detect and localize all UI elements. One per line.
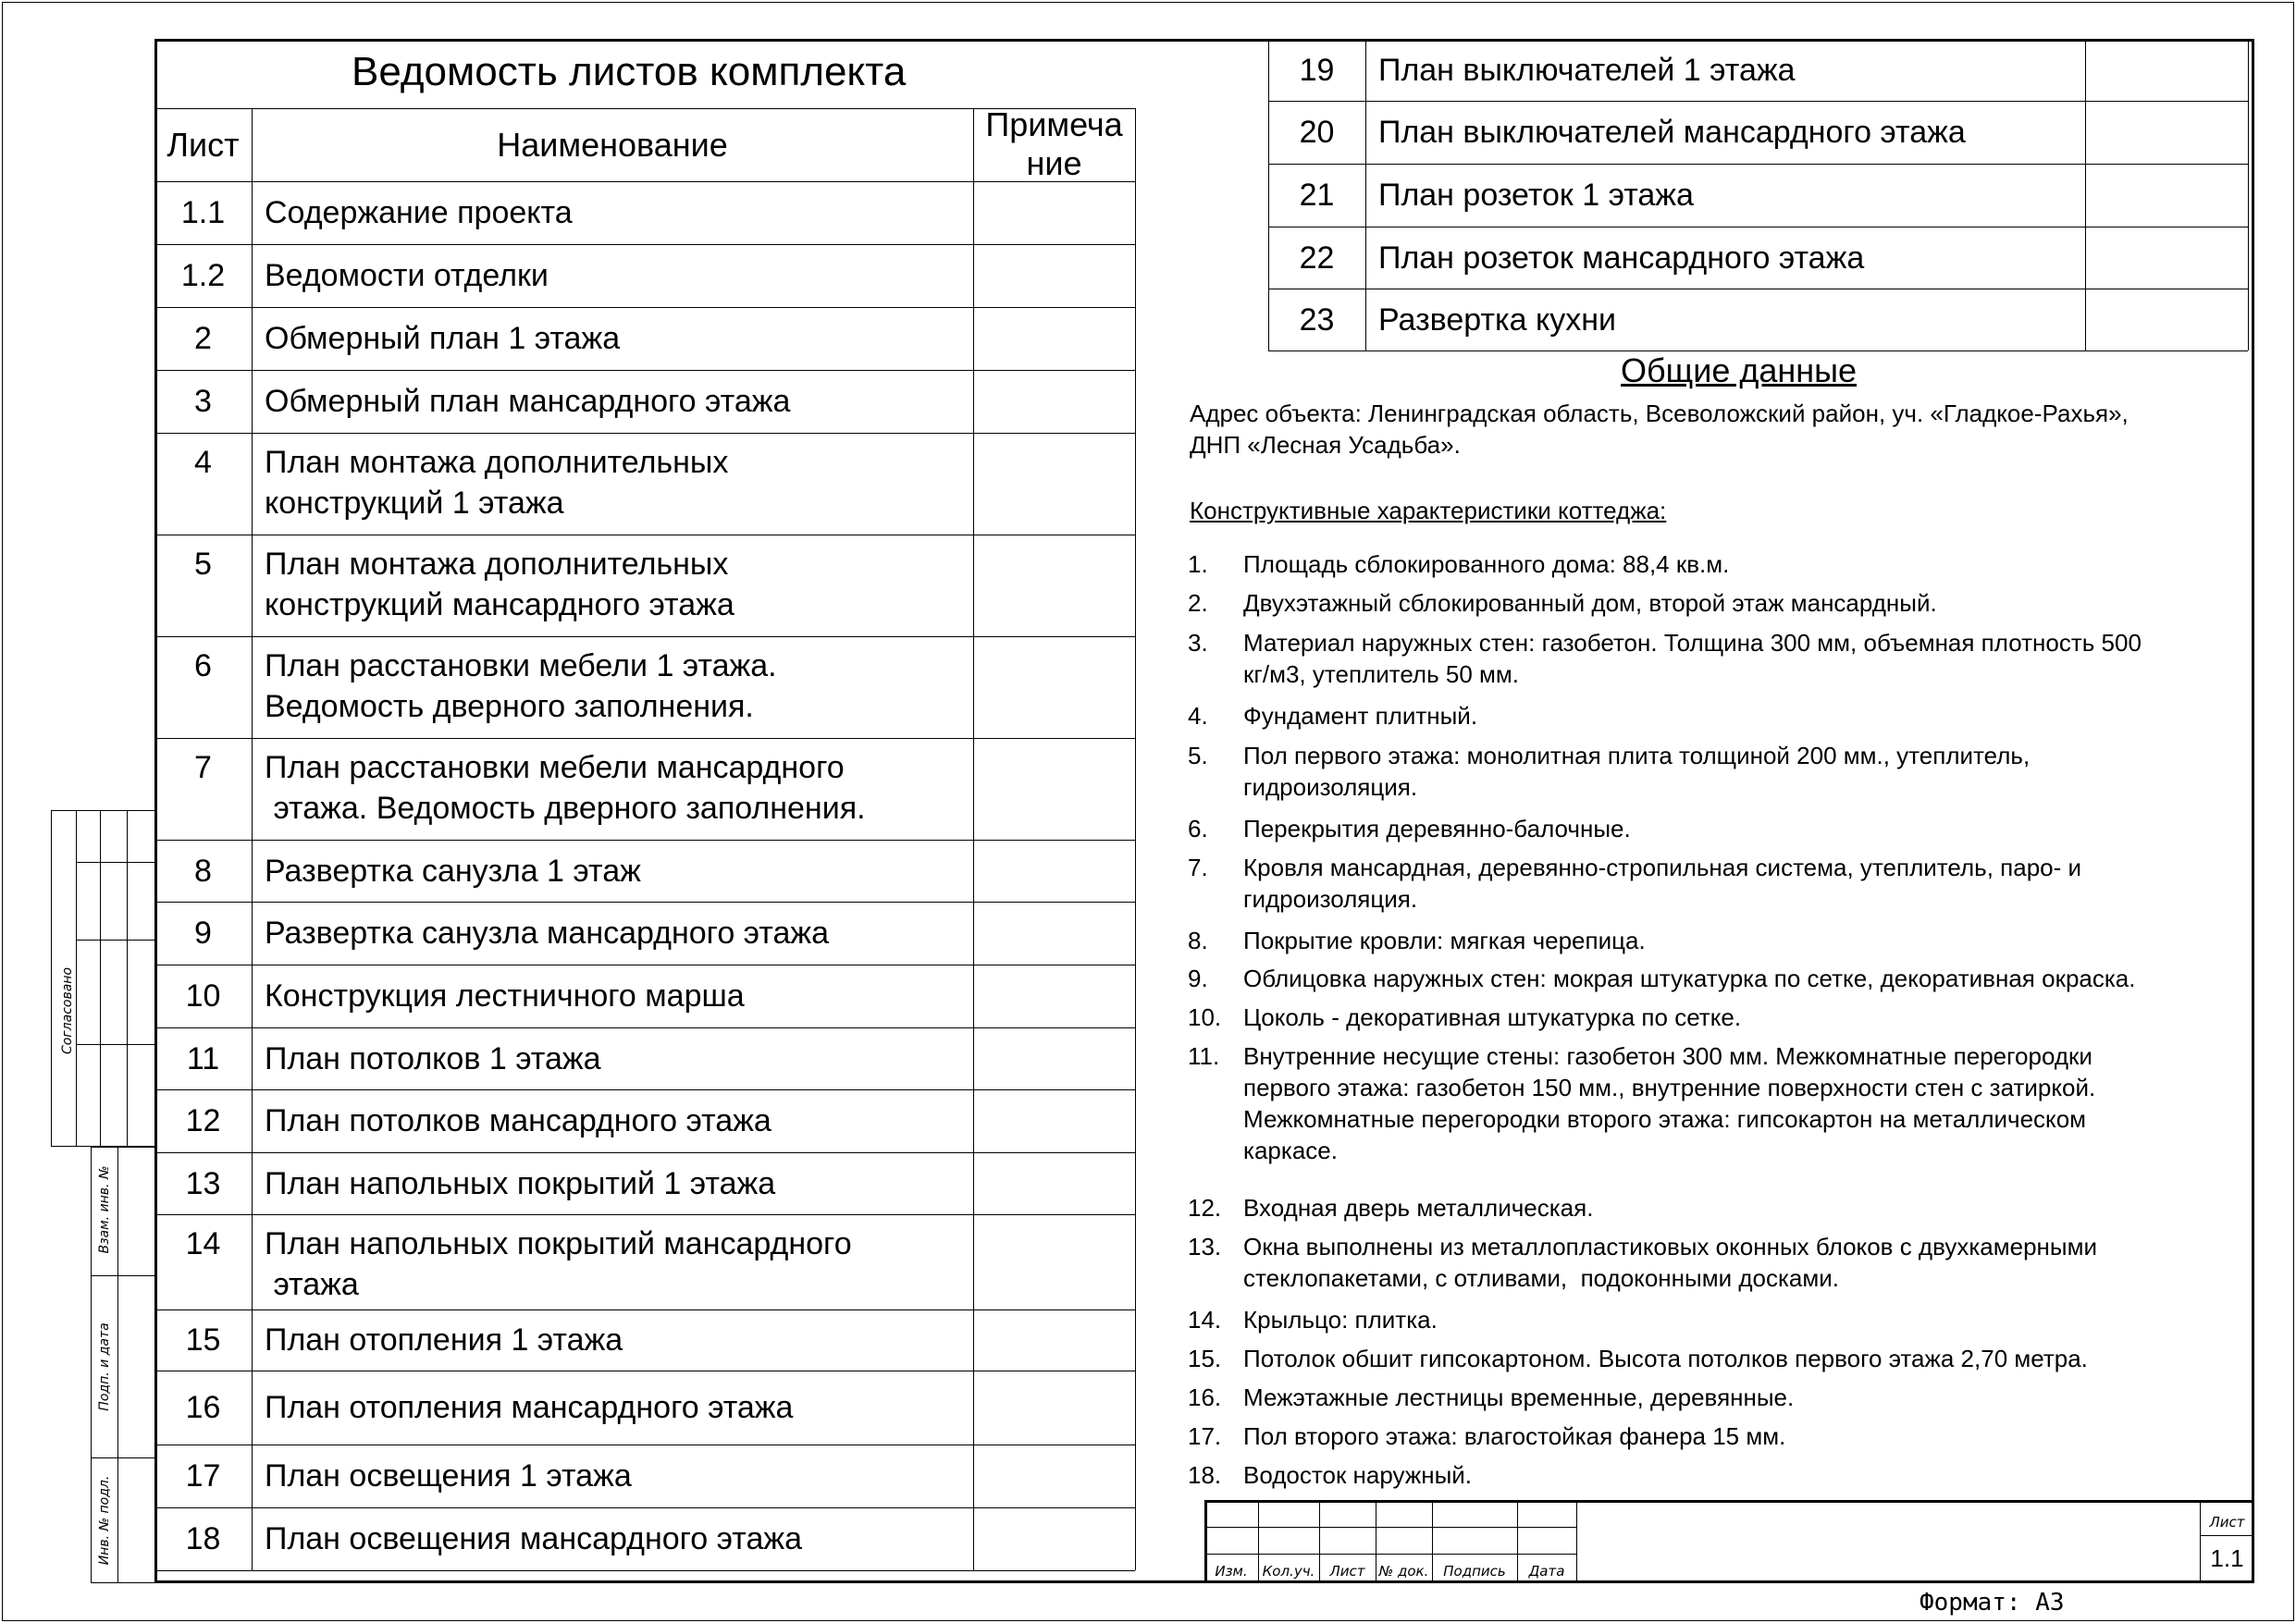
sheet-number: 15 xyxy=(185,1322,221,1358)
inv-replace-label: Взам. инв. № xyxy=(97,1165,112,1254)
sign-date-label: Подп. и дата xyxy=(97,1322,112,1411)
sheet-name: Обмерный план 1 этажа xyxy=(265,321,621,356)
row-line xyxy=(154,840,1135,841)
list-item-number: 4. xyxy=(1188,702,1208,730)
row-line xyxy=(154,1214,1135,1215)
sheet-number: 7 xyxy=(194,750,212,785)
list-item-text: кг/м3, утеплитель 50 мм. xyxy=(1243,660,1519,688)
sheet-number: 1.1 xyxy=(180,195,226,230)
list-item-text: Покрытие кровли: мягкая черепица. xyxy=(1243,927,1646,954)
list-item-number: 5. xyxy=(1188,742,1208,769)
sheet-name: План монтажа дополнительных xyxy=(265,445,729,480)
list-item-text: Фундамент плитный. xyxy=(1243,702,1478,730)
address-line1: Адрес объекта: Ленинградская область, Всеволожский район, уч. «Гладкое-Рахья», xyxy=(1190,400,2129,427)
row-line xyxy=(1268,101,2248,102)
sheet-name: Развертка санузла 1 этаж xyxy=(265,853,641,889)
agreed-label: Согласовано xyxy=(60,966,75,1055)
list-item-number: 11. xyxy=(1188,1042,1220,1070)
sheet-name: План монтажа дополнительных xyxy=(265,547,729,582)
sheet-name: Ведомость дверного заполнения. xyxy=(265,689,754,724)
sheet-name: Обмерный план мансардного этажа xyxy=(265,384,791,419)
row-line xyxy=(154,1309,1135,1310)
title-block-label: Лист xyxy=(1329,1563,1365,1580)
sheet-name: конструкций 1 этажа xyxy=(265,486,564,521)
agreed-col-line xyxy=(127,810,128,1147)
sheet-name: План потолков 1 этажа xyxy=(265,1040,601,1076)
title-block-label: Кол.уч. xyxy=(1262,1563,1315,1580)
sheet-name: План выключателей 1 этажа xyxy=(1378,52,1796,88)
row-line xyxy=(1268,164,2248,165)
title-block-sheet-value: 1.1 xyxy=(2210,1544,2244,1572)
list-item-text: Окна выполнены из металлопластиковых оконных блоков с двухкамерными xyxy=(1243,1233,2097,1260)
sheet-name: План напольных покрытий 1 этажа xyxy=(265,1165,776,1201)
sheet-number: 12 xyxy=(185,1103,221,1138)
list-item-number: 10. xyxy=(1188,1003,1222,1031)
list-item-number: 18. xyxy=(1188,1461,1222,1489)
sheet-number: 9 xyxy=(194,916,212,951)
list-item-text: Внутренние несущие стены: газобетон 300 мм. Межкомнатные перегородки xyxy=(1243,1042,2092,1070)
title-row-line xyxy=(1204,1527,1576,1528)
row-line xyxy=(154,433,1135,434)
agreed-col-line xyxy=(76,810,77,1147)
header-name: Наименование xyxy=(497,126,728,164)
title-block-label: Дата xyxy=(1528,1563,1565,1580)
row-line xyxy=(154,1027,1135,1028)
sheet-number: 20 xyxy=(1299,115,1335,150)
inventory-col-line xyxy=(117,1147,118,1583)
sheet-name: План розеток мансардного этажа xyxy=(1378,240,1865,276)
row-line xyxy=(154,1089,1135,1090)
sheet-name: Конструкция лестничного марша xyxy=(265,978,745,1014)
sheet-number: 13 xyxy=(185,1165,221,1201)
sheet-number: 17 xyxy=(185,1458,221,1494)
inventory-row-line xyxy=(91,1275,154,1276)
sheet-number: 18 xyxy=(185,1521,221,1556)
list-item-text: стеклопакетами, с отливами, подоконными досками. xyxy=(1243,1264,1839,1292)
list-item-text: Межкомнатные перегородки второго этажа: гипсокартон на металлическом xyxy=(1243,1105,2087,1133)
header-sheet: Лист xyxy=(167,126,240,164)
sheet-name: План освещения мансардного этажа xyxy=(265,1521,803,1556)
row-line xyxy=(154,902,1135,903)
sheet-name: Ведомости отделки xyxy=(265,258,549,293)
sheet-name: План потолков мансардного этажа xyxy=(265,1103,772,1138)
col-line xyxy=(1268,39,1269,350)
col-line xyxy=(1135,108,1136,1570)
row-line xyxy=(154,738,1135,739)
list-item-number: 16. xyxy=(1188,1383,1222,1411)
list-item-number: 2. xyxy=(1188,589,1208,617)
sheet-name: План расстановки мебели 1 этажа. xyxy=(265,648,777,683)
list-item-text: Площадь сблокированного дома: 88,4 кв.м. xyxy=(1243,550,1730,578)
list-item-text: Пол первого этажа: монолитная плита толщиной 200 мм., утеплитель, xyxy=(1243,742,2031,769)
list-item-number: 14. xyxy=(1188,1306,1222,1334)
sheet-number: 16 xyxy=(185,1390,221,1425)
sheet-number: 1.2 xyxy=(180,258,226,293)
list-item-text: первого этажа: газобетон 150 мм., внутренние поверхности стен с затиркой. xyxy=(1243,1074,2096,1101)
sheet-number: 22 xyxy=(1299,240,1335,276)
list-item-number: 13. xyxy=(1188,1233,1222,1260)
sheet-name: Развертка санузла мансардного этажа xyxy=(265,916,830,951)
col-line xyxy=(2085,39,2086,350)
sheet-cell-line xyxy=(2200,1535,2254,1536)
sheet-number: 10 xyxy=(185,978,221,1014)
sheet-number: 14 xyxy=(185,1226,221,1261)
sheet-number: 2 xyxy=(194,321,212,356)
list-item-number: 8. xyxy=(1188,927,1208,954)
col-line xyxy=(973,108,974,1570)
header-bottom-line xyxy=(154,181,1135,182)
sheet-number: 3 xyxy=(194,384,212,419)
list-item-number: 1. xyxy=(1188,550,1208,578)
sheet-name: План напольных покрытий мансардного xyxy=(265,1226,852,1261)
list-item-text: Межэтажные лестницы временные, деревянные. xyxy=(1243,1383,1795,1411)
title-row-line xyxy=(1204,1554,1576,1555)
sheet-number: 11 xyxy=(186,1040,220,1076)
sheet-number: 5 xyxy=(194,547,212,582)
row-line xyxy=(154,1570,1135,1571)
sheet-name: План отопления мансардного этажа xyxy=(265,1390,794,1425)
agreed-row-line xyxy=(76,862,154,863)
sheet-number: 8 xyxy=(194,853,212,889)
sheet-name: План расстановки мебели мансардного xyxy=(265,750,845,785)
header-note-line1: Примеча xyxy=(985,105,1123,143)
list-item-text: Материал наружных стен: газобетон. Толщина 300 мм, объемная плотность 500 xyxy=(1243,629,2142,657)
row-line xyxy=(154,1507,1135,1508)
sheet-list-title: Ведомость листов комплекта xyxy=(352,49,907,94)
list-item-text: Перекрытия деревянно-балочные. xyxy=(1243,815,1631,842)
col-line xyxy=(1365,39,1366,350)
sheet-name: Содержание проекта xyxy=(265,195,573,230)
row-line xyxy=(154,1152,1135,1153)
list-item-number: 12. xyxy=(1188,1194,1222,1222)
title-block-label: № док. xyxy=(1378,1563,1429,1580)
sheet-number: 4 xyxy=(194,445,212,480)
sheet-name: этажа. Ведомость дверного заполнения. xyxy=(265,791,866,826)
sheet-name: План розеток 1 этажа xyxy=(1378,178,1694,213)
list-item-number: 17. xyxy=(1188,1422,1222,1450)
inventory-row-line xyxy=(91,1457,154,1458)
sheet-name: План выключателей мансардного этажа xyxy=(1378,115,1966,150)
list-item-text: Водосток наружный. xyxy=(1243,1461,1472,1489)
header-note-line2: ние xyxy=(1026,144,1082,182)
inv-original-label: Инв. № подл. xyxy=(97,1475,112,1566)
list-item-number: 6. xyxy=(1188,815,1208,842)
sheet-number: 23 xyxy=(1299,301,1335,338)
list-item-text: Потолок обшит гипсокартоном. Высота потолков первого этажа 2,70 метра. xyxy=(1243,1345,2088,1372)
sheet-name: План освещения 1 этажа xyxy=(265,1458,632,1494)
list-item-text: каркасе. xyxy=(1243,1137,1338,1164)
address-line2: ДНП «Лесная Усадьба». xyxy=(1190,431,1461,459)
list-item-text: Пол второго этажа: влагостойкая фанера 15 мм. xyxy=(1243,1422,1786,1450)
sheet-name: конструкций мансардного этажа xyxy=(265,587,734,622)
list-item-text: Входная дверь металлическая. xyxy=(1243,1194,1594,1222)
row-line xyxy=(154,307,1135,308)
sheet-name: этажа xyxy=(265,1267,359,1302)
sheet-number: 6 xyxy=(194,648,212,683)
title-block-label: Изм. xyxy=(1215,1563,1248,1580)
agreed-row-line xyxy=(76,940,154,941)
agreed-col-line xyxy=(100,810,101,1147)
title-block-sheet-label: Лист xyxy=(2209,1514,2245,1531)
col-line xyxy=(2248,39,2249,350)
row-line xyxy=(154,636,1135,637)
row-line xyxy=(154,244,1135,245)
list-item-text: Облицовка наружных стен: мокрая штукатурка по сетке, декоративная окраска. xyxy=(1243,965,2136,992)
list-item-text: гидроизоляция. xyxy=(1243,773,1418,801)
title-col-line xyxy=(1576,1500,1577,1583)
sheet-name: План отопления 1 этажа xyxy=(265,1322,623,1358)
list-item-text: гидроизоляция. xyxy=(1243,885,1418,913)
list-item-number: 3. xyxy=(1188,629,1208,657)
sheet-name: Развертка кухни xyxy=(1378,301,1616,338)
list-item-text: Двухэтажный сблокированный дом, второй этаж мансардный. xyxy=(1243,589,1937,617)
title-block-label: Подпись xyxy=(1443,1563,1506,1580)
list-item-number: 7. xyxy=(1188,854,1208,881)
list-item-number: 9. xyxy=(1188,965,1208,992)
characteristics-subtitle: Конструктивные характеристики коттеджа: xyxy=(1190,497,1667,524)
list-item-number: 15. xyxy=(1188,1345,1222,1372)
list-item-text: Кровля мансардная, деревянно-стропильная система, утеплитель, паро- и xyxy=(1243,854,2082,881)
format-label: Формат: А3 xyxy=(1920,1589,2065,1617)
col-line xyxy=(252,108,253,1570)
list-item-text: Цоколь - декоративная штукатурка по сетке. xyxy=(1243,1003,1742,1031)
sheet-number: 21 xyxy=(1299,178,1335,213)
general-data-title: Общие данные xyxy=(1621,351,1858,389)
agreed-row-line xyxy=(76,1044,154,1045)
list-item-text: Крыльцо: плитка. xyxy=(1243,1306,1438,1334)
row-line xyxy=(154,370,1135,371)
sheet-number: 19 xyxy=(1299,52,1335,88)
